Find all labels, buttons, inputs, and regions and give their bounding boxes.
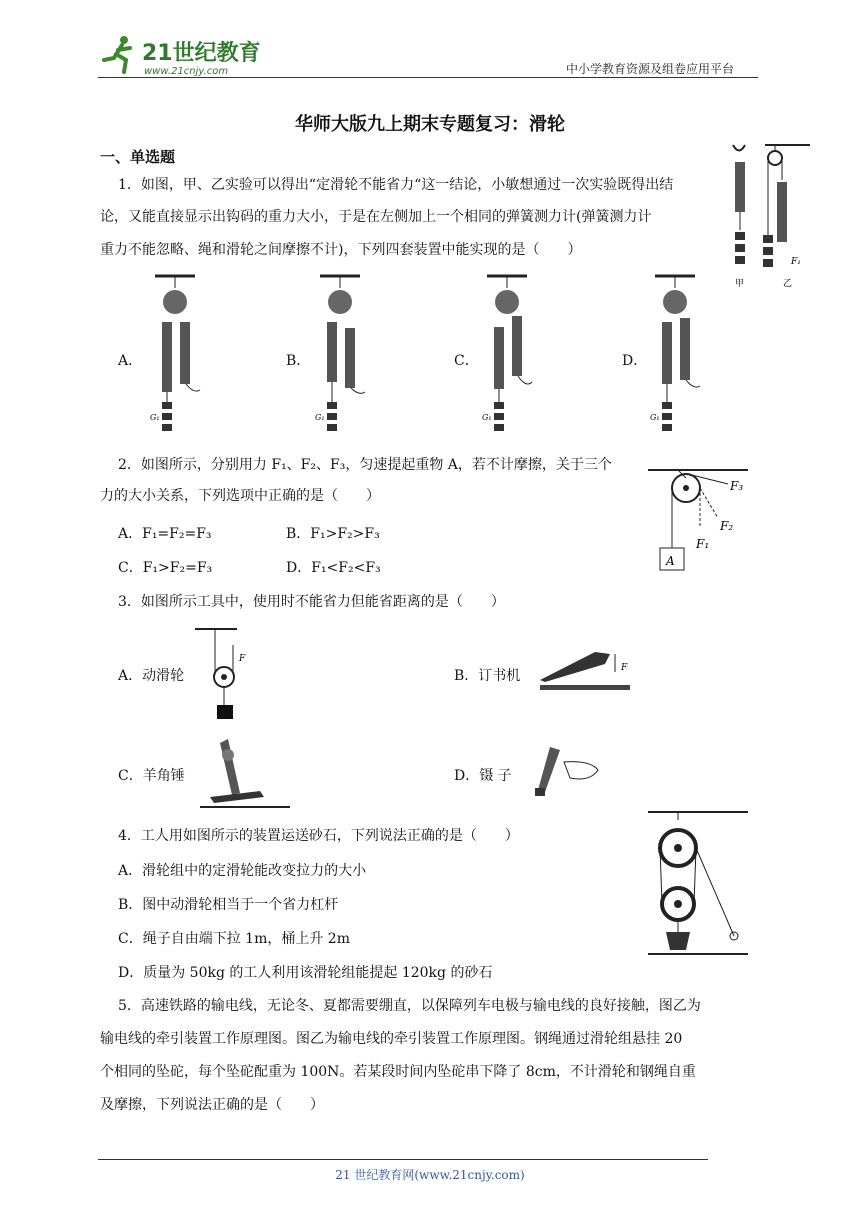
- q1-line2: 论，又能直接显示出钩码的重力大小，于是在左侧加上一个相同的弹簧测力计(弹簧测力计: [100, 209, 652, 225]
- label-f2: F₂: [720, 519, 734, 533]
- footer-divider: [98, 1159, 708, 1160]
- q1-figure-a: [150, 272, 210, 437]
- q2-option-a[interactable]: A．F₁=F₂=F₃: [118, 526, 212, 542]
- label-g1: G₁: [482, 413, 492, 422]
- q1-figure-c: [482, 272, 542, 437]
- section-heading: 一、单选题: [100, 148, 176, 166]
- q2-line1: 2．如图所示，分别用力 F₁、F₂、F₃，匀速提起重物 A，若不计摩擦，关于三个: [118, 457, 612, 473]
- q1-line1: 1．如图，甲、乙实验可以得出“定滑轮不能省力“这一结论，小敏想通过一次实验既得出结: [118, 177, 674, 193]
- q1-figure-jia-yi: [725, 140, 815, 290]
- q4-option-a[interactable]: A．滑轮组中的定滑轮能改变拉力的大小: [118, 863, 367, 879]
- footer-link[interactable]: 21 世纪教育网(www.21cnjy.com): [335, 1168, 525, 1182]
- q1-option-a[interactable]: A．: [118, 353, 143, 369]
- q2-option-b[interactable]: B．F₁>F₂>F₃: [286, 526, 380, 542]
- q2-option-d[interactable]: D．F₁<F₂<F₃: [286, 560, 381, 576]
- q1-figure-d: [650, 272, 710, 437]
- label-f: F: [239, 654, 246, 664]
- q4-option-d[interactable]: D．质量为 50kg 的工人利用该滑轮组能提起 120kg 的砂石: [118, 965, 493, 981]
- q3-option-c[interactable]: C．羊角锤: [118, 768, 185, 784]
- q4-option-b[interactable]: B．图中动滑轮相当于一个省力杠杆: [118, 897, 339, 913]
- q1-option-c[interactable]: C．: [454, 353, 479, 369]
- q3-option-a[interactable]: A．动滑轮: [118, 668, 185, 684]
- q3-figure-tweezers: [530, 742, 605, 802]
- header-divider: [98, 77, 758, 78]
- q5-line3: 个相同的坠砣，每个坠砣配重为 100N。若某段时间内坠砣串下降了 8cm，不计滑轮和钢绳自重: [100, 1064, 696, 1080]
- label-a: A: [666, 554, 675, 568]
- label-f1: F₁: [791, 257, 801, 267]
- q5-line1: 5．高速铁路的输电线，无论冬、夏都需要绷直，以保障列车电极与输电线的良好接触，图乙为: [118, 998, 701, 1014]
- q3-option-d[interactable]: D．镊 子: [454, 768, 512, 784]
- platform-name: 中小学教育资源及组卷应用平台: [566, 62, 735, 76]
- q4-figure-pulley-system: [648, 808, 756, 963]
- logo-url: www.21cnjy.com: [144, 66, 229, 77]
- q3-line1: 3．如图所示工具中，使用时不能省力但能省距离的是（ ）: [118, 594, 505, 610]
- label-g1: G₁: [315, 413, 325, 422]
- label-jia: 甲: [735, 279, 745, 289]
- q3-figure-movable-pulley: [195, 625, 255, 720]
- q4-line1: 4．工人用如图所示的装置运送砂石，下列说法正确的是（ ）: [118, 828, 519, 844]
- label-f: F: [621, 663, 628, 673]
- q3-figure-stapler: [535, 640, 640, 695]
- q3-option-b[interactable]: B．订书机: [454, 668, 521, 684]
- q1-option-b[interactable]: B．: [286, 353, 311, 369]
- label-g1: G₁: [150, 413, 160, 422]
- label-g1: G₁: [650, 413, 660, 422]
- logo-text: 21世纪教育: [142, 41, 261, 66]
- logo: [94, 30, 264, 78]
- q3-figure-claw-hammer: [200, 733, 292, 813]
- q1-figure-b: [315, 272, 375, 437]
- q1-line3: 重力不能忽略、绳和滑轮之间摩擦不计)，下列四套装置中能实现的是（ ）: [100, 242, 582, 258]
- q5-line2: 输电线的牵引装置工作原理图。图乙为输电线的牵引装置工作原理图。钢绳通过滑轮组悬挂 20: [100, 1031, 683, 1047]
- q1-option-d[interactable]: D．: [622, 353, 648, 369]
- label-f3: F₃: [730, 479, 744, 493]
- q2-figure: [648, 466, 758, 576]
- label-yi: 乙: [783, 279, 793, 289]
- q2-option-c[interactable]: C．F₁>F₂=F₃: [118, 560, 213, 576]
- q2-line2: 力的大小关系，下列选项中正确的是（ ）: [100, 488, 380, 504]
- q4-option-c[interactable]: C．绳子自由端下拉 1m，桶上升 2m: [118, 931, 350, 947]
- page-title: 华师大版九上期末专题复习：滑轮: [295, 114, 565, 135]
- label-f1: F₁: [696, 537, 710, 551]
- runner-icon: [104, 36, 130, 72]
- q5-line4: 及摩擦，下列说法正确的是（ ）: [100, 1097, 324, 1113]
